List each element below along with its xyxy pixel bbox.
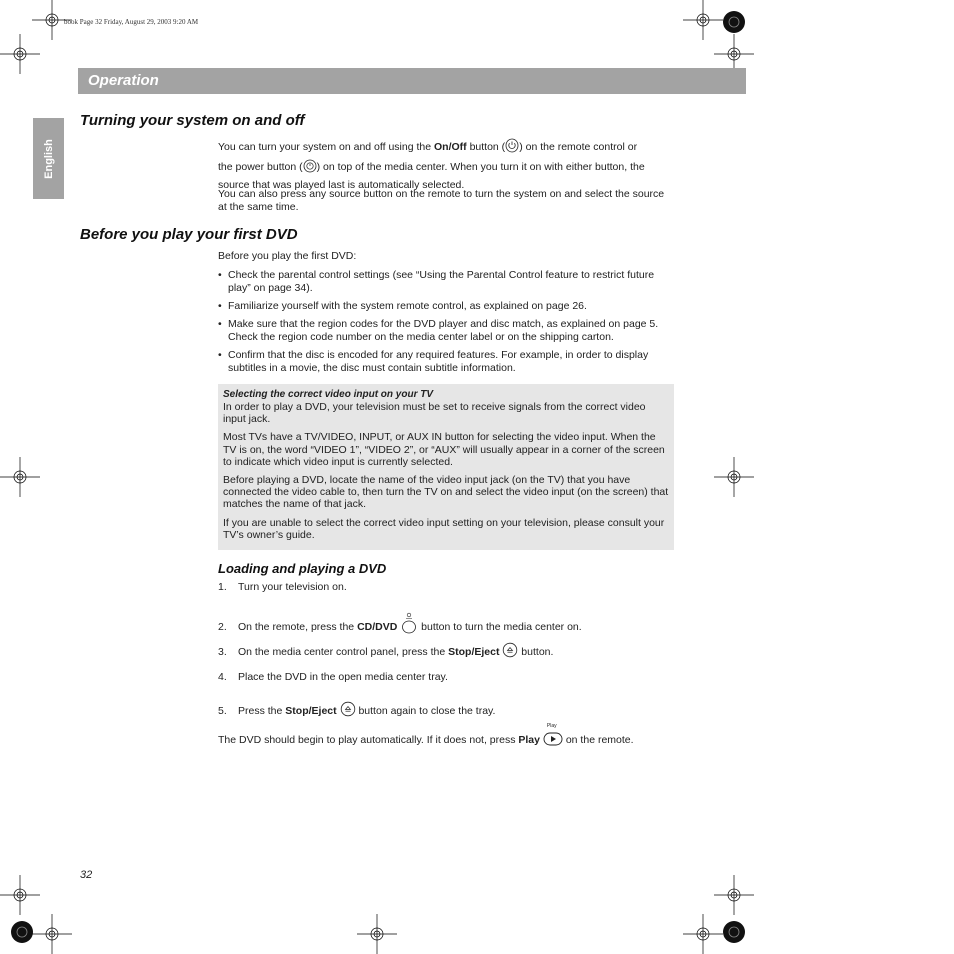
registration-mark-icon <box>0 875 40 915</box>
heading-turning-on-off: Turning your system on and off <box>80 112 305 129</box>
on-off-paragraph: You can turn your system on and off using the On/Off button ( ) on the remote control or the power button ( ) on top of the media center. When you turn it on with either button, the source that was played last is automatically selected. <box>218 138 678 194</box>
list-item: • Make sure that the region codes for the DVD player and disc match, as explained on page 5. Check the region code number on the media center label or on the shipping carton. <box>218 318 678 344</box>
registration-mark-icon <box>714 912 754 952</box>
registration-mark-icon <box>714 457 754 497</box>
registration-mark-icon <box>0 457 40 497</box>
power-button-icon <box>303 159 317 179</box>
source-button-paragraph: You can also press any source button on the remote to turn the system on and select the source at the same time. <box>218 188 665 213</box>
list-item: • Confirm that the disc is encoded for any required features. For example, in order to display subtitles in a movie, the disc must contain subtitle information. <box>218 349 678 375</box>
video-input-note <box>218 384 674 550</box>
language-label: English <box>42 138 55 179</box>
closing-instruction: The DVD should begin to play automatically. If it does not, press Play Play on the remote. <box>218 732 634 749</box>
eject-button-icon <box>340 701 356 720</box>
section-header-bar <box>78 68 746 94</box>
page-number: 32 <box>80 869 93 881</box>
registration-mark-icon <box>0 34 40 74</box>
note-paragraph: Most TVs have a TV/VIDEO, INPUT, or AUX IN button for selecting the video input. When the TV is on, the word “VIDEO 1”, “VIDEO 2”, or “AUX” will usually appear in a corner of the screen to indicate which video input is currently selected. <box>223 431 665 468</box>
note-paragraph: Before playing a DVD, locate the name of the video input jack (on the TV) that you have connected the video cable to, then turn the TV on and select the video input (on the screen) that matches the name of that jack. <box>223 474 669 511</box>
step-item: 3. On the media center control panel, press the Stop/Eject button. <box>218 642 553 661</box>
note-paragraph: If you are unable to select the correct video input setting on your television, please consult your TV’s owner’s guide. <box>223 516 665 541</box>
before-intro: Before you play the first DVD: <box>218 250 357 262</box>
on-off-button-icon <box>505 138 519 159</box>
play-icon-caption: Play <box>546 723 557 729</box>
step-item: 4. Place the DVD in the open media center tray. <box>218 671 448 683</box>
section-title: Operation <box>88 72 159 89</box>
step-item: 1. Turn your television on. <box>218 581 347 593</box>
step-item: 5. Press the Stop/Eject button again to close the tray. <box>218 701 495 720</box>
play-button-icon <box>543 723 563 749</box>
list-item: • Check the parental control settings (see “Using the Parental Control feature to restrict future play” on page 34). <box>218 269 678 295</box>
note-title: Selecting the correct video input on your TV <box>223 389 434 400</box>
heading-before-first-dvd: Before you play your first DVD <box>80 226 298 243</box>
eject-button-icon <box>502 642 518 661</box>
list-item: • Familiarize yourself with the system remote control, as explained on page 26. <box>218 300 678 313</box>
heading-loading-playing: Loading and playing a DVD <box>218 561 387 576</box>
step-item: 2. On the remote, press the CD/DVD button to turn the media center on. <box>218 612 582 637</box>
registration-mark-icon <box>714 875 754 915</box>
registration-mark-icon <box>357 914 397 954</box>
print-slug: book Page 32 Friday, August 29, 2003 9:20 AM <box>64 18 199 26</box>
checklist <box>218 269 678 380</box>
cd-dvd-button-icon <box>400 612 418 637</box>
registration-mark-icon <box>32 914 72 954</box>
language-tab <box>33 118 64 199</box>
note-paragraph: In order to play a DVD, your television must be set to receive signals from the correct video input jack. <box>223 401 646 426</box>
